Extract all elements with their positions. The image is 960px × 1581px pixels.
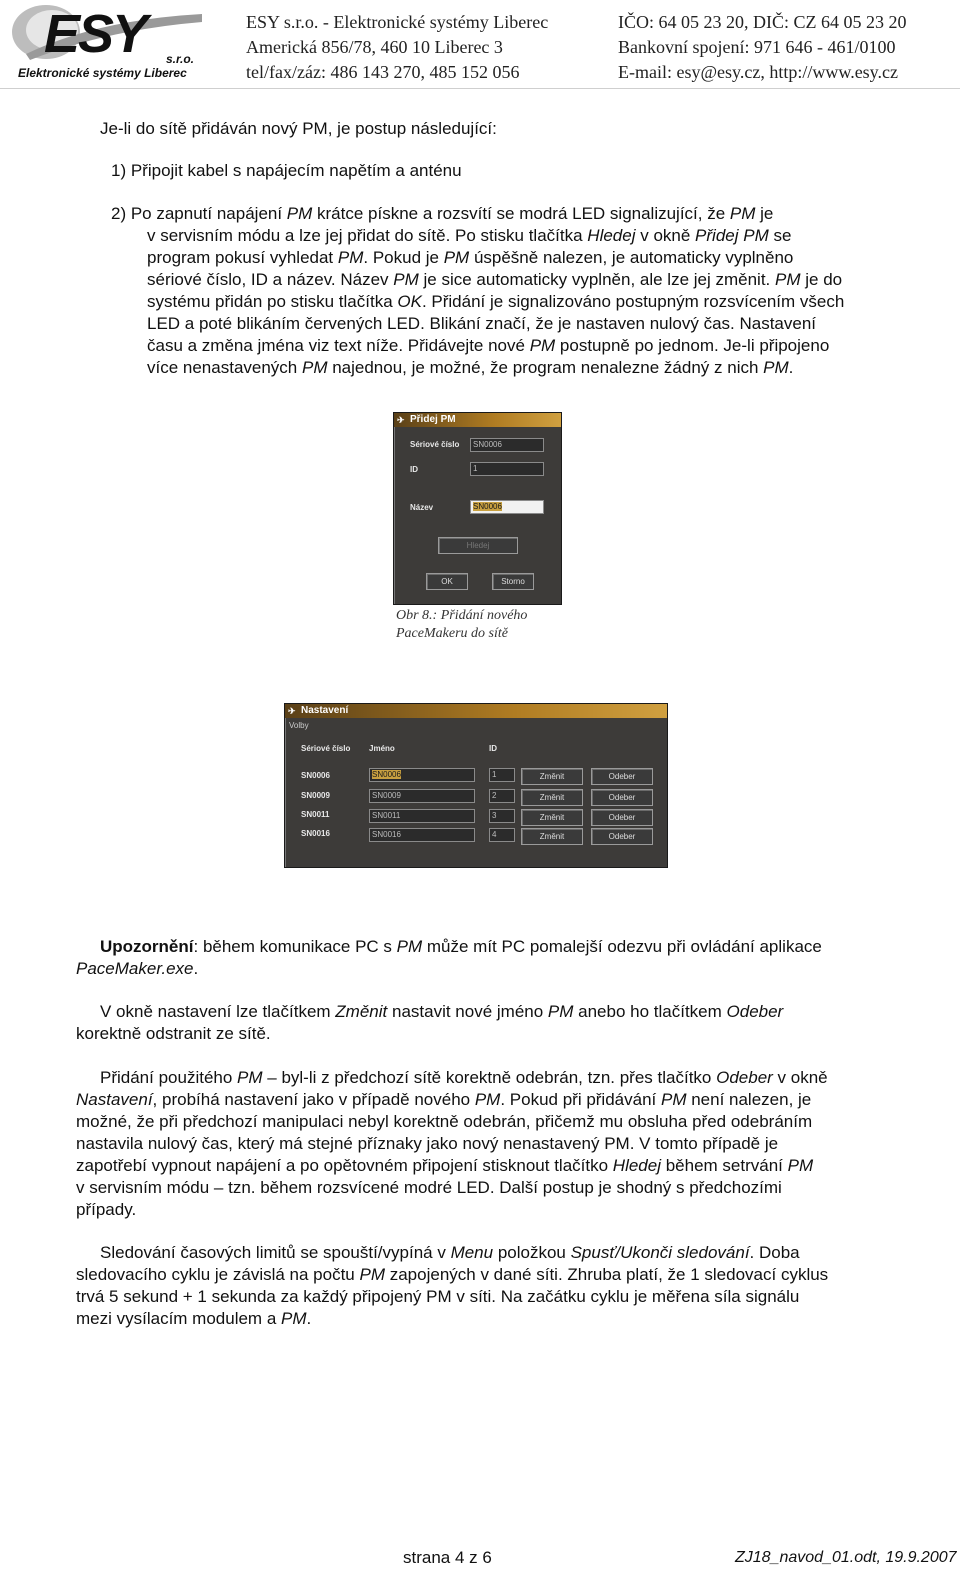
step-1: 1) Připojit kabel s napájecím napětím a anténu xyxy=(111,161,462,180)
serial-field[interactable]: SN0006 xyxy=(470,438,544,452)
id-field[interactable]: 1 xyxy=(470,462,544,476)
logo-text: ESY xyxy=(44,4,147,64)
header-col1-line2: Americká 856/78, 460 10 Liberec 3 xyxy=(246,37,503,57)
row-name-field[interactable]: SN0009 xyxy=(369,789,475,803)
used-line2: Nastavení, probíhá nastavení jako v případě nového PM. Pokud při přidávání PM není nalezen, je xyxy=(76,1090,812,1109)
step2-line8: více nenastavených PM najednou, je možné, že program nenalezne žádný z nich PM. xyxy=(147,358,794,377)
warning-line1: Upozornění: během komunikace PC s PM může mít PC pomalejší odezvu při ovládání aplikace xyxy=(100,937,822,956)
add-pm-titlebar xyxy=(394,413,561,427)
change-button[interactable]: Změnit xyxy=(521,789,583,806)
row-serial: SN0011 xyxy=(301,810,330,819)
row-name-field[interactable] xyxy=(369,768,475,782)
name-field-value: SN0006 xyxy=(473,502,502,511)
warning-line2: PaceMaker.exe. xyxy=(76,959,199,978)
step2-line1: 2) Po zapnutí napájení PM krátce pískne a rozsvítí se modrá LED signalizující, že PM je xyxy=(111,204,774,223)
settings-paragraph xyxy=(76,1001,783,1045)
header-col2-line1: IČO: 64 05 23 20, DIČ: CZ 64 05 23 20 xyxy=(618,12,907,32)
company-logo xyxy=(6,2,206,82)
header-divider xyxy=(0,88,960,89)
timing-line2: sledovacího cyklu je závislá na počtu PM zapojených v dané síti. Zhruba platí, že 1 sledovací cyklus xyxy=(76,1265,829,1284)
step2-line6: LED a poté blikáním červených LED. Blikání značí, že je nastaven nulový čas. Nastavení xyxy=(147,314,817,333)
step2-line5: systému přidán po stisku tlačítka OK. Přidání je signalizováno postupným rozsvícením všech xyxy=(147,292,845,311)
settings-line1: V okně nastavení lze tlačítkem Změnit nastavit nové jméno PM anebo ho tlačítkem Odeber xyxy=(100,1002,784,1021)
caption-line1: Obr 8.: Přidání nového xyxy=(396,608,528,623)
name-label: Název xyxy=(410,503,434,512)
add-pm-title: Přidej PM xyxy=(410,414,456,425)
row-name-field[interactable]: SN0016 xyxy=(369,828,475,842)
row-serial: SN0016 xyxy=(301,829,330,838)
used-pm-paragraph xyxy=(76,1067,828,1221)
row-name-value: SN0006 xyxy=(372,770,401,779)
add-pm-dialog xyxy=(393,412,562,605)
header-col1-line1: ESY s.r.o. - Elektronické systémy Liberec xyxy=(246,12,549,32)
step2-line7: času a změna jména viz text níže. Přidávejte nové PM postupně po jednom. Je-li připojeno xyxy=(147,336,830,355)
id-label: ID xyxy=(410,465,418,474)
settings-title: Nastavení xyxy=(301,705,349,716)
step2-line3: program pokusí vyhledat PM. Pokud je PM úspěšně nalezen, je automaticky vyplněno xyxy=(147,248,794,267)
settings-titlebar xyxy=(285,704,667,718)
remove-button[interactable]: Odeber xyxy=(591,768,653,785)
row-serial: SN0009 xyxy=(301,791,330,800)
row-id-field[interactable]: 2 xyxy=(489,789,515,803)
remove-button[interactable]: Odeber xyxy=(591,789,653,806)
change-button[interactable]: Změnit xyxy=(521,809,583,826)
name-field[interactable] xyxy=(470,500,544,514)
menu-volby[interactable]: Volby xyxy=(289,721,309,730)
step2-line4: sériové číslo, ID a název. Název PM je sice automaticky vyplněn, ale lze jej změnit. PM je do xyxy=(147,270,843,289)
cancel-button[interactable]: Storno xyxy=(492,573,534,590)
warning-paragraph xyxy=(76,936,822,980)
row-id-field[interactable]: 4 xyxy=(489,828,515,842)
settings-line2: korektně odstranit ze sítě. xyxy=(76,1024,271,1043)
change-button[interactable]: Změnit xyxy=(521,768,583,785)
header-col1-line3: tel/fax/záz: 486 143 270, 485 152 056 xyxy=(246,62,520,82)
used-line7: případy. xyxy=(76,1200,137,1219)
remove-button[interactable]: Odeber xyxy=(591,828,653,845)
header-col2-line3: E-mail: esy@esy.cz, http://www.esy.cz xyxy=(618,62,898,82)
col-id: ID xyxy=(489,744,497,753)
document-info: ZJ18_navod_01.odt, 19.9.2007 xyxy=(735,1549,957,1566)
header-col2-line2: Bankovní spojení: 971 646 - 461/0100 xyxy=(618,37,896,57)
step2-line2: v servisním módu a lze jej přidat do sítě. Po stisku tlačítka Hledej v okně Přidej PM se xyxy=(147,226,792,245)
used-line4: nastavila nulový čas, který má stejné příznaky jako nový nenastavený PM. V tomto případě je xyxy=(76,1134,779,1153)
timing-paragraph xyxy=(76,1242,828,1330)
remove-button[interactable]: Odeber xyxy=(591,809,653,826)
row-serial: SN0006 xyxy=(301,771,330,780)
serial-label: Sériové číslo xyxy=(410,440,460,449)
ok-button[interactable]: OK xyxy=(426,573,468,590)
logo-sro: s.r.o. xyxy=(166,52,195,66)
step-2 xyxy=(111,203,773,225)
change-button[interactable]: Změnit xyxy=(521,828,583,845)
row-id-field[interactable]: 1 xyxy=(489,768,515,782)
used-line1: Přidání použitého PM – byl-li z předchozí sítě korektně odebrán, tzn. přes tlačítko Odeber v okně xyxy=(100,1068,828,1087)
figure-caption xyxy=(396,607,527,643)
intro-text: Je-li do sítě přidáván nový PM, je postup následující: xyxy=(100,119,497,138)
col-name: Jméno xyxy=(369,744,395,753)
app-icon: ✈ xyxy=(397,415,405,425)
app-icon: ✈ xyxy=(288,706,296,716)
logo-subtitle: Elektronické systémy Liberec xyxy=(18,66,187,80)
timing-line3: trvá 5 sekund + 1 sekunda za každý připojený PM v síti. Na začátku cyklu je měřena síla signálu xyxy=(76,1287,800,1306)
caption-line2: PaceMakeru do sítě xyxy=(396,626,508,641)
used-line3: možné, že při předchozí manipulaci nebyl korektně odebrán, přičemž mu obsluha před odebráním xyxy=(76,1112,813,1131)
timing-line1: Sledování časových limitů se spouští/vypíná v Menu položkou Spusť/Ukonči sledování. Doba xyxy=(100,1243,800,1262)
used-line5: zapotřebí vypnout napájení a po opětovném připojení stisknout tlačítko Hledej během setrvání PM xyxy=(76,1156,814,1175)
search-button[interactable]: Hledej xyxy=(438,537,518,554)
row-id-field[interactable]: 3 xyxy=(489,809,515,823)
settings-dialog xyxy=(284,703,668,868)
step-2-body xyxy=(147,225,844,379)
row-name-field[interactable]: SN0011 xyxy=(369,809,475,823)
timing-line4: mezi vysílacím modulem a PM. xyxy=(76,1309,312,1328)
col-serial: Sériové číslo xyxy=(301,744,351,753)
used-line6: v servisním módu – tzn. během rozsvícené modré LED. Další postup je shodný s předchozími xyxy=(76,1178,782,1197)
page-number: strana 4 z 6 xyxy=(403,1548,492,1567)
